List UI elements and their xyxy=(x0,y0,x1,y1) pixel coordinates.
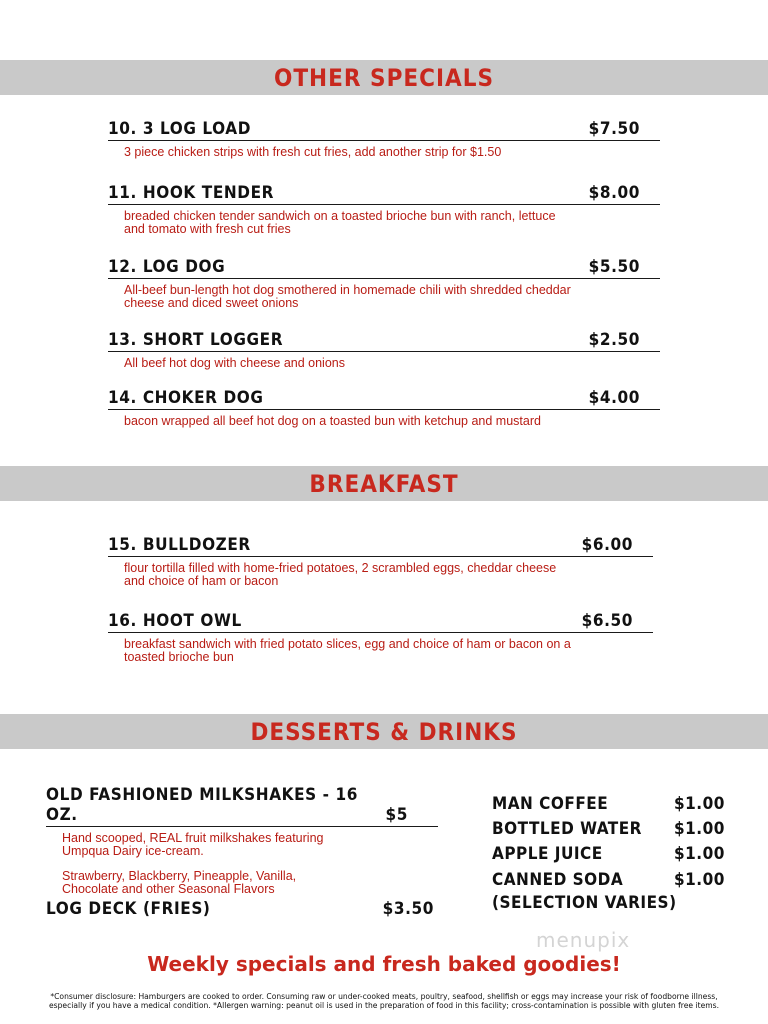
section-title: BREAKFAST xyxy=(309,469,459,498)
menu-item xyxy=(108,611,653,664)
item-name: 14. CHOKER DOG xyxy=(108,388,264,408)
item-price: $7.50 xyxy=(588,119,640,139)
drink-item xyxy=(492,867,725,892)
menu-item xyxy=(108,535,653,588)
section-header-other-specials xyxy=(0,60,768,95)
menu-item-row xyxy=(108,388,660,410)
drink-price: $1.00 xyxy=(674,844,725,865)
item-price: $8.00 xyxy=(588,183,640,203)
disclaimer-line: *Consumer disclosure: Hamburgers are cooked to order. Consuming raw or under-cooked meats, poultry, seafood, shellfish or eggs may increase your risk of foodborne illness, xyxy=(50,992,718,1001)
menu-item-row xyxy=(108,119,660,141)
menu-item xyxy=(108,330,660,370)
drink-item xyxy=(492,791,725,816)
item-name: OLD FASHIONED MILKSHAKES - 16 OZ. xyxy=(46,785,359,825)
item-description: 3 piece chicken strips with fresh cut fries, add another strip for $1.50 xyxy=(124,145,502,159)
item-description: All-beef bun-length hot dog smothered in homemade chili with shredded cheddar cheese and diced sweet onions xyxy=(124,283,571,310)
milkshake-flavors: Strawberry, Blackberry, Pineapple, Vanilla, Chocolate and other Seasonal Flavors xyxy=(62,869,297,896)
item-name: 12. LOG DOG xyxy=(108,257,226,277)
menu-item-row xyxy=(108,183,660,205)
weekly-specials-banner: Weekly specials and fresh baked goodies! xyxy=(147,952,621,976)
drink-name: CANNED SODA xyxy=(492,869,624,890)
disclaimer-line: especially if you have a medical condition. *Allergen warning: peanut oil is used in the preparation of food in this facility; cross-contamination is possible with gluten free items. xyxy=(48,1001,720,1010)
item-description: All beef hot dog with cheese and onions xyxy=(124,356,345,370)
item-description: Hand scooped, REAL fruit milkshakes featuring Umpqua Dairy ice-cream. xyxy=(62,831,324,858)
menu-item xyxy=(108,257,660,310)
item-price: $5 xyxy=(385,805,408,825)
item-name: 11. HOOK TENDER xyxy=(108,183,275,203)
item-price: $6.50 xyxy=(581,611,633,631)
menu-item xyxy=(108,183,660,236)
menu-item-row xyxy=(108,257,660,279)
item-name: 15. BULLDOZER xyxy=(108,535,251,555)
drink-price: $1.00 xyxy=(674,869,725,890)
item-price: $6.00 xyxy=(581,535,633,555)
section-title: OTHER SPECIALS xyxy=(273,63,495,92)
item-description: breaded chicken tender sandwich on a toasted brioche bun with ranch, lettuce and tomato with fresh cut fries xyxy=(124,209,556,236)
item-price: $4.00 xyxy=(588,388,640,408)
drink-price: $1.00 xyxy=(674,793,725,814)
watermark: menupix xyxy=(536,928,631,952)
drink-name: APPLE JUICE xyxy=(492,844,603,865)
drink-name: BOTTLED WATER xyxy=(492,819,642,840)
item-name: 10. 3 LOG LOAD xyxy=(108,119,252,139)
item-description: breakfast sandwich with fried potato slices, egg and choice of ham or bacon on a toasted brioche bun xyxy=(124,637,571,664)
fries-item xyxy=(46,899,434,919)
drink-name: MAN COFFEE xyxy=(492,793,609,814)
drinks-list xyxy=(492,791,725,913)
menu-item xyxy=(108,119,660,159)
disclaimer xyxy=(20,992,748,1010)
item-price: $2.50 xyxy=(588,330,640,350)
drink-item xyxy=(492,842,725,867)
drink-price: $1.00 xyxy=(674,819,725,840)
item-name: 16. HOOT OWL xyxy=(108,611,242,631)
item-name: 13. SHORT LOGGER xyxy=(108,330,284,350)
drink-item xyxy=(492,816,725,841)
section-header-desserts-drinks xyxy=(0,714,768,749)
item-name: LOG DECK (FRIES) xyxy=(46,899,211,919)
item-price: $3.50 xyxy=(382,899,434,919)
section-title: DESSERTS & DRINKS xyxy=(250,717,518,746)
menu-item-row xyxy=(46,785,438,827)
item-price: $5.50 xyxy=(588,257,640,277)
menu-item-row xyxy=(108,611,653,633)
item-description: bacon wrapped all beef hot dog on a toasted bun with ketchup and mustard xyxy=(124,414,541,428)
menu-item-row xyxy=(108,535,653,557)
menu-item-row xyxy=(108,330,660,352)
section-header-breakfast xyxy=(0,466,768,501)
milkshakes-item xyxy=(46,785,438,896)
soda-selection-note: (SELECTION VARIES) xyxy=(492,892,677,913)
item-description: flour tortilla filled with home-fried potatoes, 2 scrambled eggs, cheddar cheese and choice of ham or bacon xyxy=(124,561,557,588)
menu-item xyxy=(108,388,660,428)
